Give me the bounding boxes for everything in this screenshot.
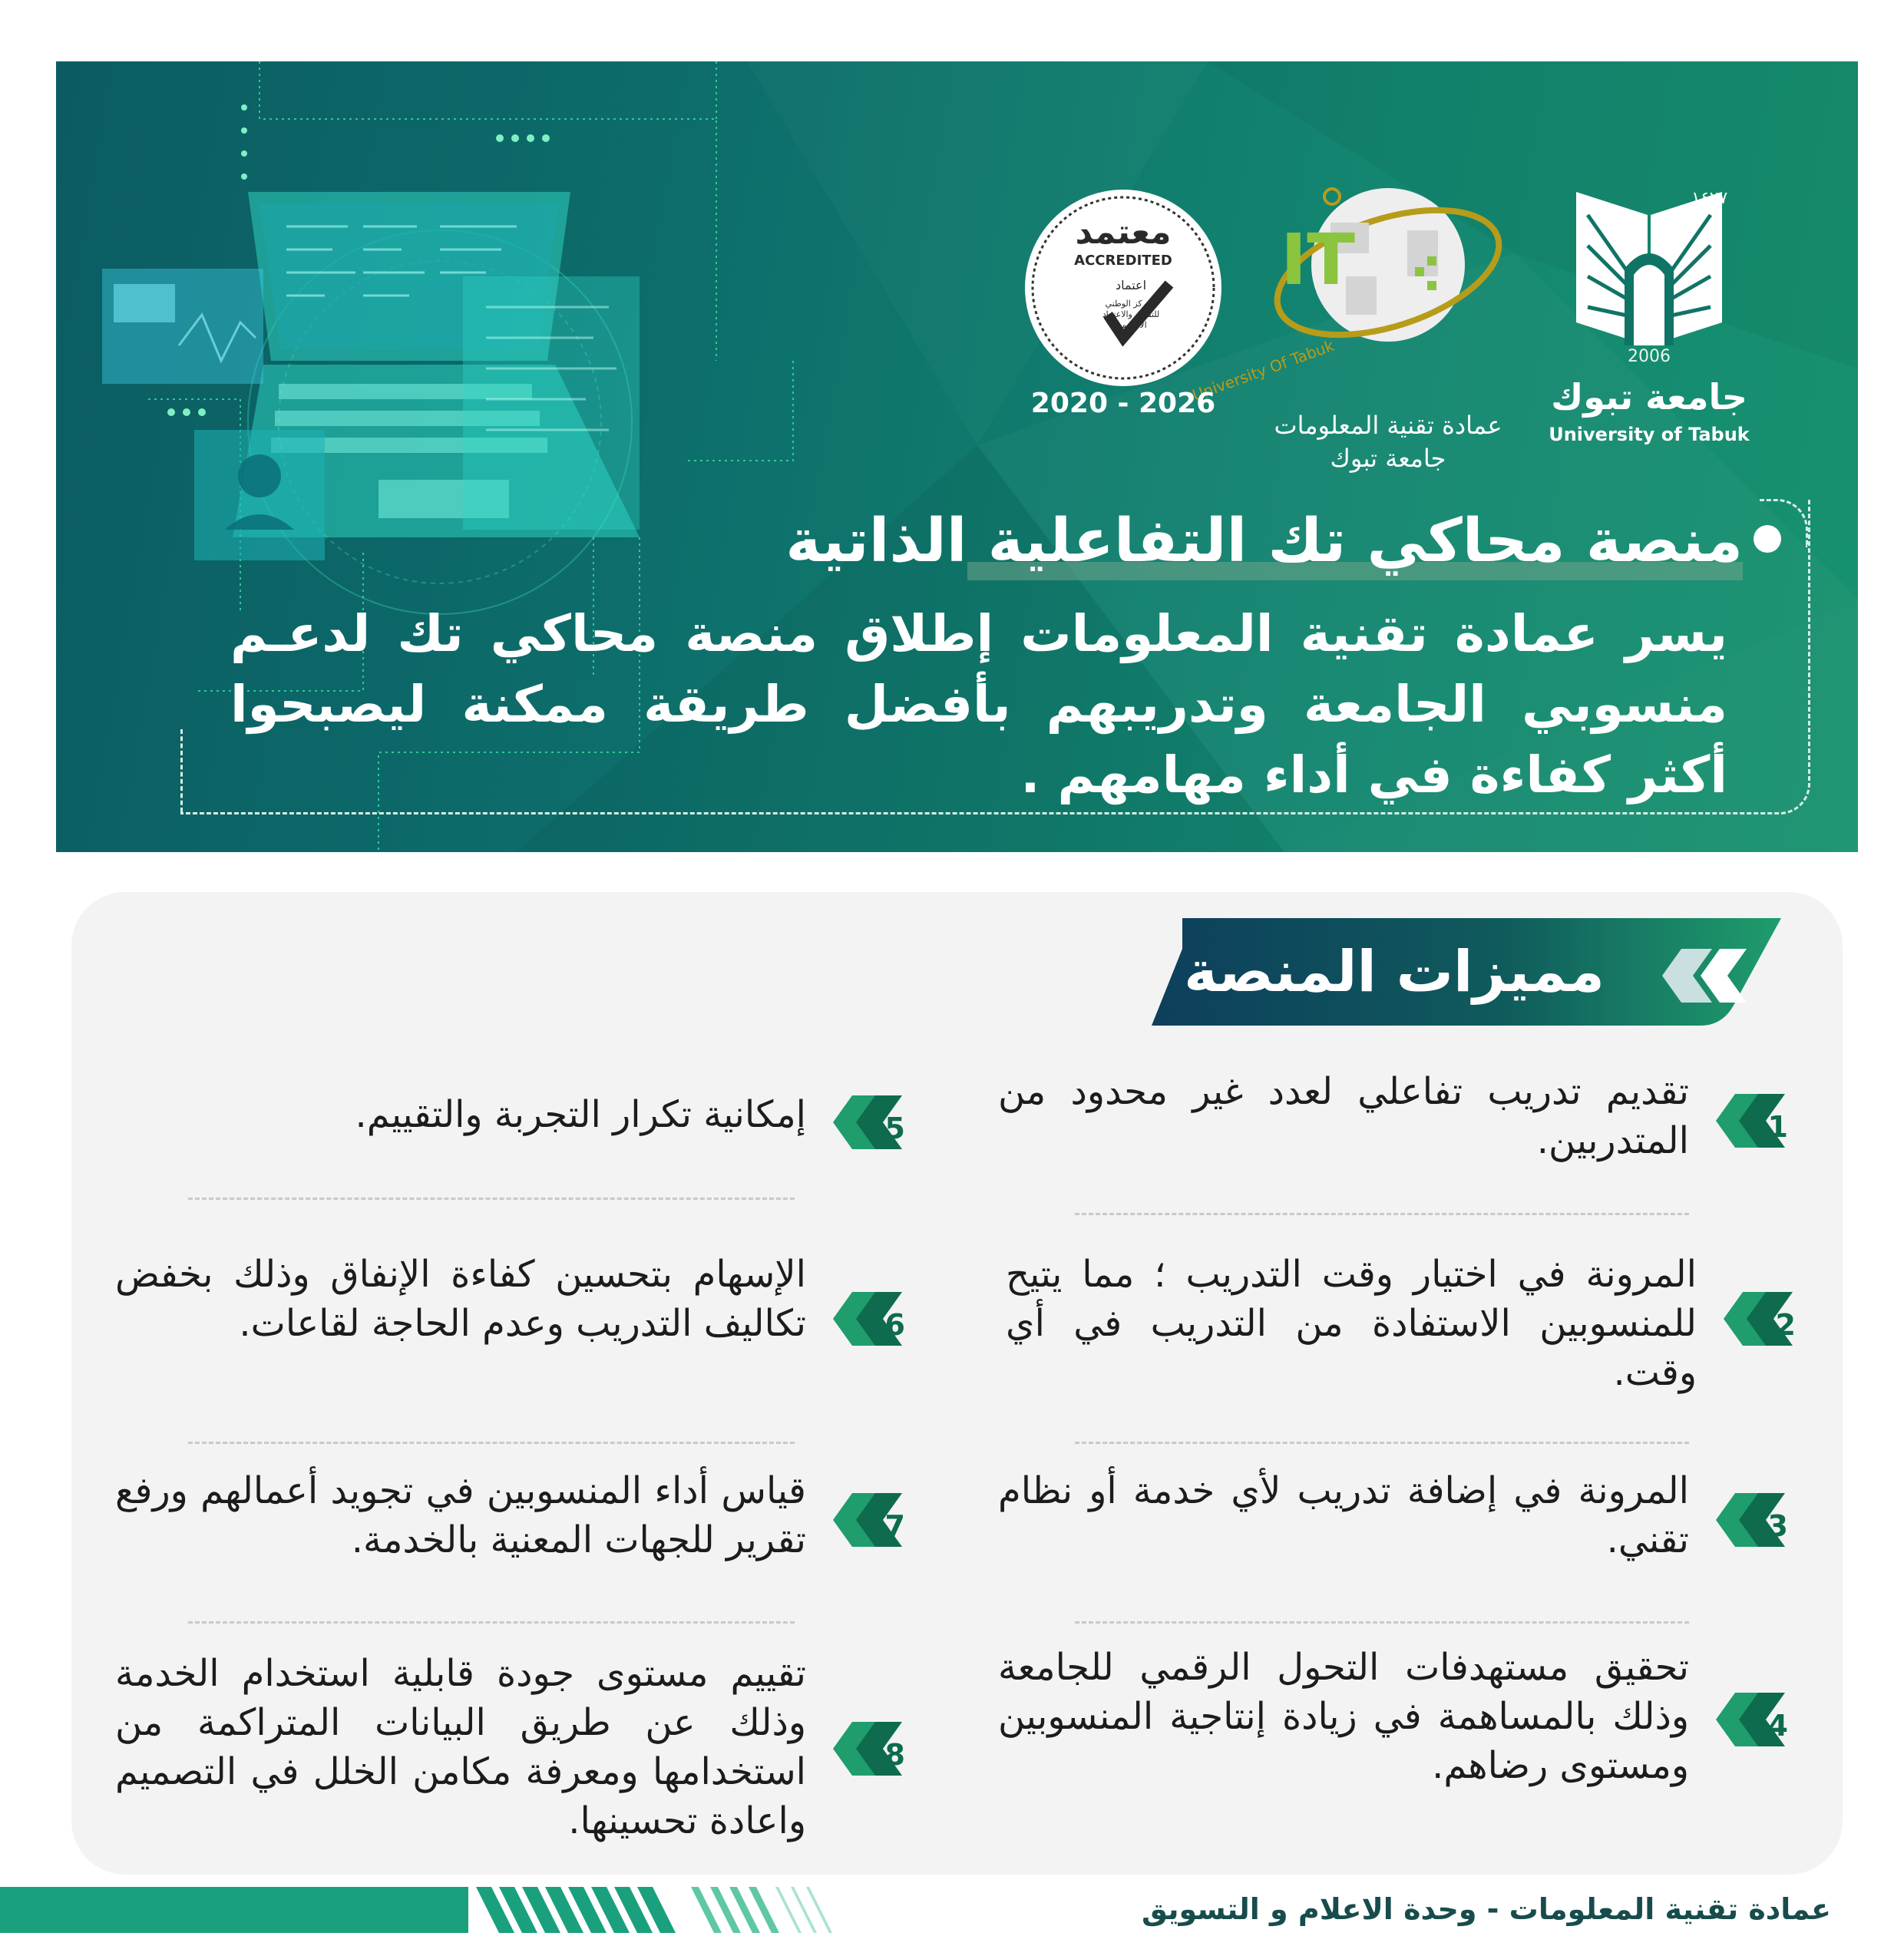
university-name-en: University of Tabuk <box>1549 424 1750 445</box>
feature-number: 01 <box>1747 1110 1788 1144</box>
feature-divider <box>188 1621 795 1624</box>
feature-text: الإسهام بتحسين كفاءة الإنفاق وذلك بخفض تكاليف التدريب وعدم الحاجة لقاعات. <box>115 1253 806 1345</box>
feature-divider <box>1075 1213 1689 1215</box>
accreditation-seal-icon <box>1016 180 1231 395</box>
hero-banner <box>56 61 1858 852</box>
feature-number: 03 <box>1747 1509 1788 1543</box>
feature-item <box>990 1067 1804 1167</box>
accreditation-title-ar: معتمد <box>1075 213 1172 252</box>
feature-text: تقديم تدريب تفاعلي لعدد غير محدود من المتدربين. <box>998 1070 1689 1162</box>
it-ring-text: University Of Tabuk <box>1189 335 1337 405</box>
accreditation-title-en: ACCREDITED <box>1074 253 1172 269</box>
accreditation-seal-line1: اعتماد <box>1115 278 1147 292</box>
feature-item <box>107 1466 921 1574</box>
accreditation-seal-line2: المركز الوطني <box>1105 299 1157 309</box>
intro-frame-left <box>180 729 183 812</box>
feature-item <box>990 1643 1804 1796</box>
feature-text: تحقيق مستهدفات التحول الرقمي للجامعة وذلك بالمساهمة في زيادة إنتاجية المنسوبين ومستوى رضاهم. <box>998 1646 1689 1787</box>
feature-item <box>107 1250 921 1403</box>
feature-text: قياس أداء المنسوبين في تجويد أعمالهم ورفع تقرير للجهات المعنية بالخدمة. <box>115 1469 806 1561</box>
feature-text: المرونة في إضافة تدريب لأي خدمة أو نظام تقني. <box>998 1469 1689 1561</box>
intro-paragraph: يسر عمادة تقنية المعلومات إطلاق منصة محاكي تك لدعـم منسوبي الجامعة وتدريبهم بأفضل طريقة ممكنة ليصبحوا أكثر كفاءة في أداء مهامهم . <box>230 604 1727 805</box>
feature-text: المرونة في اختيار وقت التدريب ؛ مما يتيح للمنسوبين الاستفادة من التدريب في أي وقت. <box>1006 1253 1697 1394</box>
footer-stripe-bar <box>0 1887 845 1933</box>
feature-divider <box>1075 1442 1689 1444</box>
feature-item <box>990 1466 1804 1574</box>
it-caption-line2: جامعة تبوك <box>1330 444 1446 473</box>
feature-divider <box>188 1442 795 1444</box>
features-title: مميزات المنصة <box>1184 939 1605 1005</box>
university-name-ar: جامعة تبوك <box>1551 376 1747 418</box>
accreditation-seal-line4: الأكاديمي <box>1115 320 1147 330</box>
accreditation-seal-line3: للتقويم والاعتماد <box>1102 309 1160 319</box>
feature-text: تقييم مستوى جودة قابلية استخدام الخدمة وذلك عن طريق البيانات المتراكمة من استخدامها ومعرفة مكامن الخلل في التصميم واعادة تحسينها. <box>115 1652 806 1842</box>
feature-divider <box>1075 1621 1689 1624</box>
university-hijri-year: ١٤٢٧ <box>1691 189 1728 208</box>
feature-text: إمكانية تكرار التجربة والتقييم. <box>355 1093 806 1136</box>
feature-item <box>107 1649 921 1849</box>
university-logo <box>1534 184 1764 476</box>
it-globe-icon <box>1189 177 1515 405</box>
feature-number: 06 <box>864 1308 905 1342</box>
features-heading-badge <box>1152 918 1781 1026</box>
university-founding-year: 2006 <box>1628 347 1671 366</box>
feature-divider <box>188 1198 795 1200</box>
accreditation-period: 2020 - 2026 <box>1030 388 1216 419</box>
page-title: منصة محاكي تك التفاعلية الذاتية <box>785 507 1743 576</box>
it-deanship-logo <box>1189 177 1515 484</box>
feature-number: 05 <box>864 1112 905 1145</box>
it-mark: IT <box>1281 219 1355 301</box>
feature-number: 07 <box>864 1509 905 1543</box>
it-caption-line1: عمادة تقنية المعلومات <box>1274 411 1502 440</box>
feature-item <box>998 1250 1812 1403</box>
feature-number: 02 <box>1755 1308 1796 1342</box>
footer-credit: عمادة تقنية المعلومات - وحدة الاعلام و التسويق <box>1141 1892 1831 1926</box>
accreditation-logo <box>1016 180 1231 426</box>
feature-number: 08 <box>864 1738 905 1772</box>
feature-item <box>107 1090 921 1159</box>
feature-number: 04 <box>1747 1709 1788 1743</box>
